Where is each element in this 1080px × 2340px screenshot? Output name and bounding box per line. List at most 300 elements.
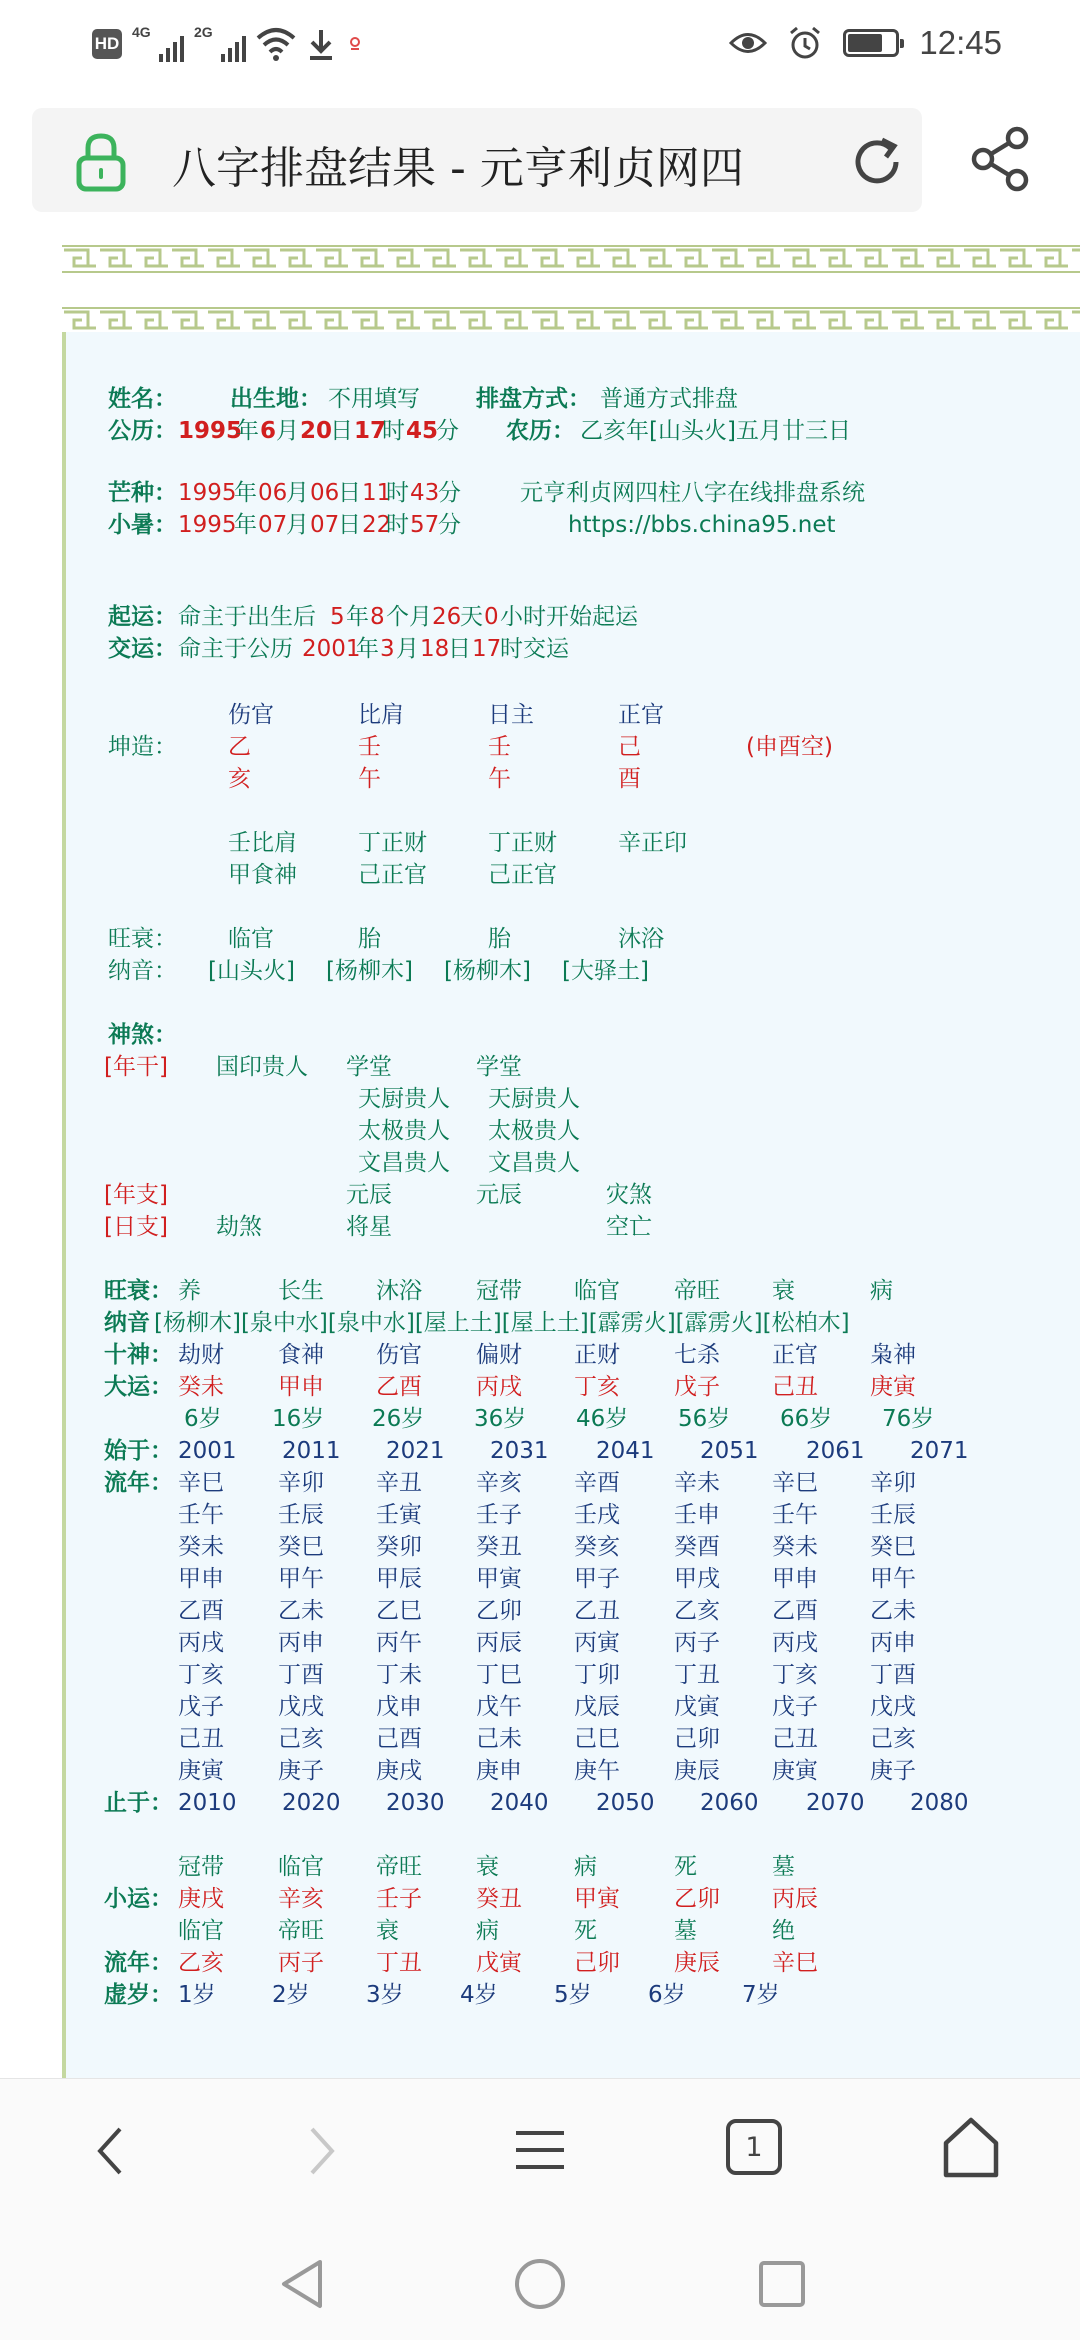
result-text: 丁亥 — [772, 1662, 818, 1688]
result-text: 丁丑 — [674, 1662, 720, 1688]
result-text: 3岁 — [366, 1982, 404, 2008]
system-back-icon[interactable] — [276, 2256, 326, 2312]
result-text: 正官 — [618, 702, 664, 728]
clock: 12:45 — [919, 24, 1002, 61]
result-text: 甲戌 — [674, 1566, 720, 1592]
result-text: 己酉 — [376, 1726, 422, 1752]
result-text: 乙未 — [870, 1598, 916, 1624]
result-text: 乙亥 — [674, 1598, 720, 1624]
result-text: 2011 — [282, 1438, 341, 1464]
result-text: 甲辰 — [376, 1566, 422, 1592]
result-text: 时 — [382, 418, 405, 444]
result-text: 始于： — [104, 1438, 173, 1464]
result-text: 庚子 — [278, 1758, 324, 1784]
page-title: 八字排盘结果 - 元亨利贞网四 — [172, 143, 744, 194]
result-text: 0 — [484, 604, 499, 630]
result-text: 壬 — [358, 734, 381, 760]
result-text: 姓名： — [108, 386, 177, 412]
result-text: 6岁 — [648, 1982, 686, 2008]
result-text: 乙卯 — [476, 1598, 522, 1624]
result-text: 绝 — [772, 1918, 795, 1944]
result-text: 帝旺 — [674, 1278, 720, 1304]
result-text: 芒种： — [108, 480, 177, 506]
result-text: 甲申 — [278, 1374, 324, 1400]
result-text: 戊子 — [772, 1694, 818, 1720]
result-text: 日 — [338, 512, 361, 538]
result-text: 胎 — [488, 926, 511, 952]
result-text: 6 — [260, 418, 277, 444]
result-text: 57 — [410, 512, 440, 538]
result-text: 己卯 — [574, 1950, 620, 1976]
page-content — [0, 232, 1080, 2078]
result-text: 日 — [338, 480, 361, 506]
result-text: 旺衰： — [104, 1278, 173, 1304]
result-text: 个月 — [386, 604, 432, 630]
result-text: 墓 — [674, 1918, 697, 1944]
result-text: 辛亥 — [476, 1470, 522, 1496]
result-text: [杨柳木] — [326, 958, 413, 984]
result-text: 辛卯 — [870, 1470, 916, 1496]
result-text: 46岁 — [576, 1406, 629, 1432]
result-text: 起运： — [108, 604, 177, 630]
result-text: 22 — [362, 512, 392, 538]
result-text: 丙午 — [376, 1630, 422, 1656]
result-text: 07 — [258, 512, 288, 538]
result-text: 壬子 — [376, 1886, 422, 1912]
result-text: 辛巳 — [178, 1470, 224, 1496]
wifi-icon — [256, 26, 296, 62]
result-text: 癸未 — [772, 1534, 818, 1560]
result-text: 帝旺 — [376, 1854, 422, 1880]
result-text: 丙子 — [278, 1950, 324, 1976]
result-text: 午 — [488, 766, 511, 792]
result-text: 11 — [362, 480, 392, 506]
result-text: 乙丑 — [574, 1598, 620, 1624]
result-text: 纳音： — [108, 958, 177, 984]
result-text: 丙申 — [278, 1630, 324, 1656]
result-text: 临官 — [178, 1918, 224, 1944]
result-text: 丁酉 — [870, 1662, 916, 1688]
result-text: 流年： — [104, 1950, 173, 1976]
result-text: 壬午 — [772, 1502, 818, 1528]
result-text: 己亥 — [870, 1726, 916, 1752]
result-text: 长生 — [278, 1278, 324, 1304]
result-text: [年支] — [104, 1182, 168, 1208]
result-text: 年 — [234, 480, 257, 506]
result-text: 病 — [870, 1278, 893, 1304]
result-text: 丙辰 — [476, 1630, 522, 1656]
result-text: 年 — [356, 636, 379, 662]
result-text: 时交运 — [500, 636, 569, 662]
result-text: 冠带 — [178, 1854, 224, 1880]
result-text: 劫财 — [178, 1342, 224, 1368]
result-text: 1995 — [178, 480, 237, 506]
result-text: 太极贵人 — [488, 1118, 580, 1144]
result-text: 2040 — [490, 1790, 549, 1816]
result-text: 时 — [386, 480, 409, 506]
result-text: 戊寅 — [476, 1950, 522, 1976]
result-text: 庚戌 — [178, 1886, 224, 1912]
result-text: 1995 — [178, 512, 237, 538]
result-text: 辛巳 — [772, 1470, 818, 1496]
result-text: 76岁 — [882, 1406, 935, 1432]
result-text: 癸未 — [178, 1374, 224, 1400]
result-text: 辛巳 — [772, 1950, 818, 1976]
result-text: 公历： — [108, 418, 177, 444]
result-text: 排盘方式： — [476, 386, 591, 412]
result-text: 旺衰： — [108, 926, 177, 952]
result-text: 食神 — [278, 1342, 324, 1368]
result-text: 56岁 — [678, 1406, 731, 1432]
result-text: 17 — [472, 636, 502, 662]
address-bar[interactable] — [32, 108, 922, 212]
result-text: 元辰 — [346, 1182, 392, 1208]
result-text: 丙戌 — [178, 1630, 224, 1656]
system-navigation-bar — [0, 2218, 1080, 2340]
result-text: 甲申 — [772, 1566, 818, 1592]
result-text: 普通方式排盘 — [600, 386, 738, 412]
result-text: 空亡 — [606, 1214, 652, 1240]
result-text: 己丑 — [178, 1726, 224, 1752]
result-text: 纳音 — [104, 1310, 150, 1336]
result-text: 病 — [574, 1854, 597, 1880]
result-text: 7岁 — [742, 1982, 780, 2008]
result-text: 壬辰 — [278, 1502, 324, 1528]
result-text: 乙酉 — [772, 1598, 818, 1624]
status-left — [92, 22, 364, 66]
result-text: 沐浴 — [376, 1278, 422, 1304]
result-text: 庚子 — [870, 1758, 916, 1784]
result-text: 学堂 — [476, 1054, 522, 1080]
result-text: 比肩 — [358, 702, 404, 728]
result-text: 2060 — [700, 1790, 759, 1816]
result-text: 2001 — [178, 1438, 237, 1464]
result-text: 伤官 — [376, 1342, 422, 1368]
result-text: 午 — [358, 766, 381, 792]
result-text: 庚申 — [476, 1758, 522, 1784]
result-text: 辛亥 — [278, 1886, 324, 1912]
result-text: 病 — [476, 1918, 499, 1944]
result-text: 乙亥 — [178, 1950, 224, 1976]
result-text: 壬戌 — [574, 1502, 620, 1528]
result-text: 2051 — [700, 1438, 759, 1464]
result-text: 文昌贵人 — [488, 1150, 580, 1176]
alarm-icon — [787, 25, 823, 61]
result-text: 己 — [618, 734, 641, 760]
result-text: 1岁 — [178, 1982, 216, 2008]
result-text: 养 — [178, 1278, 201, 1304]
result-text: 1995 — [178, 418, 243, 444]
result-text: 2061 — [806, 1438, 865, 1464]
result-text: 2岁 — [272, 1982, 310, 2008]
result-text: 06 — [258, 480, 288, 506]
result-text: 8 — [370, 604, 385, 630]
result-text: 丁亥 — [574, 1374, 620, 1400]
status-right — [729, 18, 1002, 68]
result-text: 衰 — [476, 1854, 499, 1880]
result-text: [日支] — [104, 1214, 168, 1240]
result-text: 灾煞 — [606, 1182, 652, 1208]
result-text: 45 — [406, 418, 439, 444]
result-text: 农历： — [506, 418, 575, 444]
result-text: 癸巳 — [278, 1534, 324, 1560]
result-text: 乙酉 — [376, 1374, 422, 1400]
result-text: 5岁 — [554, 1982, 592, 2008]
result-text: 乙酉 — [178, 1598, 224, 1624]
result-text: [年干] — [104, 1054, 168, 1080]
tabs-button[interactable] — [726, 2119, 782, 2175]
result-text: 丙戌 — [772, 1630, 818, 1656]
result-text: 沐浴 — [618, 926, 664, 952]
result-text: 日主 — [488, 702, 534, 728]
result-text: 庚寅 — [772, 1758, 818, 1784]
result-text: 甲申 — [178, 1566, 224, 1592]
result-text: 己正官 — [358, 862, 427, 888]
result-text: 正官 — [772, 1342, 818, 1368]
result-text: 乙未 — [278, 1598, 324, 1624]
result-text: 甲午 — [870, 1566, 916, 1592]
result-text: 庚辰 — [674, 1758, 720, 1784]
reload-icon[interactable] — [848, 132, 908, 192]
result-text: 坤造： — [108, 734, 177, 760]
result-text: 分 — [438, 480, 461, 506]
result-text: 壬寅 — [376, 1502, 422, 1528]
forward-button[interactable] — [306, 2123, 340, 2179]
result-text: 大运： — [104, 1374, 173, 1400]
result-text: 帝旺 — [278, 1918, 324, 1944]
result-text: 己丑 — [772, 1374, 818, 1400]
result-text: 临官 — [278, 1854, 324, 1880]
system-home-icon[interactable] — [512, 2256, 568, 2312]
result-text: 2010 — [178, 1790, 237, 1816]
result-text: 戊申 — [376, 1694, 422, 1720]
home-button[interactable] — [940, 2115, 1002, 2181]
result-text: 酉 — [618, 766, 641, 792]
result-text: 丁未 — [376, 1662, 422, 1688]
tab-count: 1 — [745, 2131, 763, 2163]
result-text: 乙 — [228, 734, 251, 760]
result-text: 甲寅 — [476, 1566, 522, 1592]
result-text: 月 — [396, 636, 419, 662]
result-text: 壬申 — [674, 1502, 720, 1528]
result-text: 4岁 — [460, 1982, 498, 2008]
result-text: 分 — [438, 512, 461, 538]
result-text: 命主于出生后 — [178, 604, 316, 630]
result-text: 2001 — [302, 636, 361, 662]
result-text: 癸卯 — [376, 1534, 422, 1560]
result-text: (申酉空) — [746, 734, 833, 760]
result-text: 己亥 — [278, 1726, 324, 1752]
result-text: 丙戌 — [476, 1374, 522, 1400]
result-text: 丙寅 — [574, 1630, 620, 1656]
result-text: 庚寅 — [870, 1374, 916, 1400]
browser-toolbar — [0, 2078, 1080, 2218]
result-text: 国印贵人 — [216, 1054, 308, 1080]
result-text: 交运： — [108, 636, 177, 662]
hd-badge: HD — [92, 29, 122, 59]
result-text: 天厨贵人 — [358, 1086, 450, 1112]
result-text: 2070 — [806, 1790, 865, 1816]
result-text: 出生地： — [230, 386, 322, 412]
result-text: 18 — [420, 636, 450, 662]
result-text: 丙子 — [674, 1630, 720, 1656]
lock-icon — [74, 132, 128, 192]
result-text: 2071 — [910, 1438, 969, 1464]
result-text: 年 — [346, 604, 369, 630]
result-text: 戊子 — [178, 1694, 224, 1720]
result-text: 衰 — [772, 1278, 795, 1304]
result-text: 戊午 — [476, 1694, 522, 1720]
result-text: 6岁 — [184, 1406, 222, 1432]
result-text: 元辰 — [476, 1182, 522, 1208]
system-recents-icon[interactable] — [756, 2258, 808, 2310]
result-text: 元亨利贞网四柱八字在线排盘系统 — [520, 480, 865, 506]
result-text: 癸巳 — [870, 1534, 916, 1560]
result-text: 2031 — [490, 1438, 549, 1464]
result-text: 甲寅 — [574, 1886, 620, 1912]
result-text: 虚岁： — [104, 1982, 173, 2008]
result-text: 壬午 — [178, 1502, 224, 1528]
result-text: 命主于公历 — [178, 636, 293, 662]
download-icon — [306, 26, 336, 62]
result-text: 分 — [436, 418, 459, 444]
result-text: 庚寅 — [178, 1758, 224, 1784]
result-text: 66岁 — [780, 1406, 833, 1432]
result-text: [杨柳木][泉中水][泉中水][屋上土][屋上土][霹雳火][霹雳火][松柏木] — [154, 1310, 850, 1336]
result-text: 17 — [354, 418, 387, 444]
menu-button[interactable] — [512, 2127, 568, 2173]
result-text: 20 — [300, 418, 333, 444]
result-text: 文昌贵人 — [358, 1150, 450, 1176]
result-text: 辛酉 — [574, 1470, 620, 1496]
signal-2g-icon: 2G — [194, 24, 246, 64]
result-text: 丁正财 — [488, 830, 557, 856]
result-text: 年 — [234, 512, 257, 538]
result-text: 丁正财 — [358, 830, 427, 856]
decorative-border-top — [62, 244, 1080, 274]
result-text: [杨柳木] — [444, 958, 531, 984]
result-text: 癸亥 — [574, 1534, 620, 1560]
result-text: 癸未 — [178, 1534, 224, 1560]
result-text: 3 — [380, 636, 395, 662]
result-text: 己正官 — [488, 862, 557, 888]
result-text: 43 — [410, 480, 440, 506]
result-text: 壬比肩 — [228, 830, 297, 856]
result-text: https://bbs.china95.net — [568, 512, 836, 538]
result-text: 庚戌 — [376, 1758, 422, 1784]
result-text: 年 — [236, 418, 259, 444]
result-text: 小暑： — [108, 512, 177, 538]
result-text: 庚辰 — [674, 1950, 720, 1976]
result-text: [大驿土] — [562, 958, 649, 984]
result-text: 己巳 — [574, 1726, 620, 1752]
result-text: 流年： — [104, 1470, 173, 1496]
result-text: 止于： — [104, 1790, 173, 1816]
result-text: 太极贵人 — [358, 1118, 450, 1144]
result-text: 戊寅 — [674, 1694, 720, 1720]
result-text: 2021 — [386, 1438, 445, 1464]
result-text: 丁丑 — [376, 1950, 422, 1976]
result-text: 癸丑 — [476, 1886, 522, 1912]
result-text: 戊子 — [674, 1374, 720, 1400]
result-text: 辛丑 — [376, 1470, 422, 1496]
result-text: 时 — [386, 512, 409, 538]
result-text: 死 — [574, 1918, 597, 1944]
result-text: 月 — [276, 418, 299, 444]
result-text: 5 — [330, 604, 345, 630]
result-text: 丁酉 — [278, 1662, 324, 1688]
share-icon[interactable] — [970, 126, 1032, 192]
result-text: 甲食神 — [228, 862, 297, 888]
result-text: 26 — [432, 604, 462, 630]
result-text: 庚午 — [574, 1758, 620, 1784]
result-text: 将星 — [346, 1214, 392, 1240]
result-text: 天厨贵人 — [488, 1086, 580, 1112]
result-text: 丁巳 — [476, 1662, 522, 1688]
result-text: 月 — [286, 512, 309, 538]
result-text: 2080 — [910, 1790, 969, 1816]
result-text: 死 — [674, 1854, 697, 1880]
result-text: 07 — [310, 512, 340, 538]
result-text: 劫煞 — [216, 1214, 262, 1240]
result-text: 己未 — [476, 1726, 522, 1752]
result-text: 壬辰 — [870, 1502, 916, 1528]
result-text: 癸丑 — [476, 1534, 522, 1560]
result-text: 乙巳 — [376, 1598, 422, 1624]
result-text: 06 — [310, 480, 340, 506]
result-text: 十神： — [104, 1342, 173, 1368]
result-text: 36岁 — [474, 1406, 527, 1432]
result-text: 偏财 — [476, 1342, 522, 1368]
result-text: 小运： — [104, 1886, 173, 1912]
status-bar — [0, 0, 1080, 90]
result-text: 墓 — [772, 1854, 795, 1880]
result-text: 戊戌 — [870, 1694, 916, 1720]
result-text: 丙辰 — [772, 1886, 818, 1912]
result-text: 天 — [460, 604, 483, 630]
eye-icon — [729, 28, 767, 58]
result-text: 癸酉 — [674, 1534, 720, 1560]
result-text: 2030 — [386, 1790, 445, 1816]
result-text: 衰 — [376, 1918, 399, 1944]
result-text: 甲午 — [278, 1566, 324, 1592]
result-text: 正财 — [574, 1342, 620, 1368]
result-text: 2041 — [596, 1438, 655, 1464]
result-text: 日 — [448, 636, 471, 662]
result-text: 不用填写 — [328, 386, 420, 412]
result-text: 亥 — [228, 766, 251, 792]
result-text: 丙申 — [870, 1630, 916, 1656]
result-text: 学堂 — [346, 1054, 392, 1080]
signal-4g-icon: 4G — [132, 24, 184, 64]
result-text: 神煞： — [108, 1022, 177, 1048]
result-text: 16岁 — [272, 1406, 325, 1432]
result-text: 乙亥年[山头火]五月廿三日 — [580, 418, 851, 444]
result-text: 甲子 — [574, 1566, 620, 1592]
result-text: 2020 — [282, 1790, 341, 1816]
result-text: 辛未 — [674, 1470, 720, 1496]
result-text: 胎 — [358, 926, 381, 952]
result-text: 临官 — [228, 926, 274, 952]
result-text: 壬 — [488, 734, 511, 760]
result-text: 七杀 — [674, 1342, 720, 1368]
result-text: 壬子 — [476, 1502, 522, 1528]
notification-dot-icon — [346, 32, 364, 56]
result-text: 戊戌 — [278, 1694, 324, 1720]
back-button[interactable] — [92, 2123, 126, 2179]
result-text: 丁卯 — [574, 1662, 620, 1688]
result-text: 戊辰 — [574, 1694, 620, 1720]
